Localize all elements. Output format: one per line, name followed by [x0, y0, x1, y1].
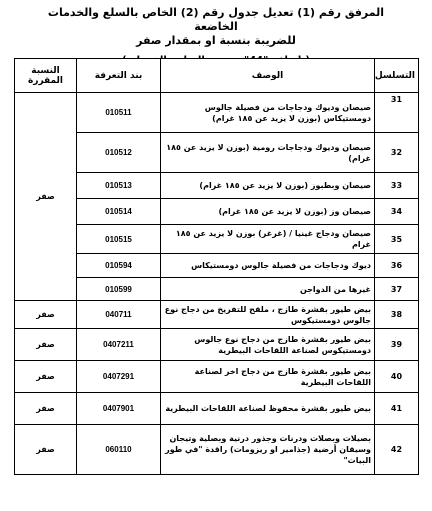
row-description: صيصان وز (بوزن لا يزيد عن ١٨٥ غرام) — [161, 199, 375, 225]
row-seq: 42 — [375, 425, 419, 475]
row-description: بصيلات وبصلات ودرنات وجذور درنية وبصلية وتيجان وسيقان أرضية (جذامير او ريزومات) راقدة "في طور البيات" — [161, 425, 375, 475]
row-seq: 39 — [375, 329, 419, 361]
row-tariff-code: 060110 — [77, 425, 161, 475]
row-seq: 35 — [375, 225, 419, 254]
row-tariff-code: 0407291 — [77, 361, 161, 393]
row-tariff-code: 0407211 — [77, 329, 161, 361]
row-seq: 31 — [375, 93, 419, 133]
row-seq: 40 — [375, 361, 419, 393]
table-row — [15, 361, 419, 393]
row-description: صيصان وبطبوز (بوزن لا يزيد عن ١٨٥ غرام) — [161, 173, 375, 199]
table-row — [15, 329, 419, 361]
row-seq: 37 — [375, 278, 419, 301]
row-description: صيصان ودجاج غينيا / (غرغر) بوزن لا يزيد عن ١٨٥ غرام — [161, 225, 375, 254]
header-title-line1: المرفق رقم (1) تعديل جدول رقم (2) الخاص بالسلع والخدمات الخاضعة — [47, 6, 385, 33]
row-rate: صفر — [15, 361, 77, 393]
row-seq: 38 — [375, 301, 419, 329]
table-row — [15, 301, 419, 329]
column-header-description: الوصف — [161, 59, 375, 93]
table-row — [15, 393, 419, 425]
row-description: بيض طيور بقشرة طازج من دجاج نوع جالوس دومستيكوس لصناعة اللقاحات البيطرية — [161, 329, 375, 361]
row-seq: 32 — [375, 133, 419, 173]
row-seq: 41 — [375, 393, 419, 425]
column-header-rate: النسبة المقررة — [15, 59, 77, 93]
row-description: بيض طيور بقشرة طازج من دجاج اخر لصناعة اللقاحات البيطرية — [161, 361, 375, 393]
header-title-line2: للضريبة بنسبة او بمقدار صفر — [136, 34, 296, 47]
row-seq: 33 — [375, 173, 419, 199]
table-header-row — [15, 59, 419, 93]
row-tariff-code: 010513 — [77, 173, 161, 199]
row-description: صيصان وديوك ودجاجات رومية (بوزن لا يزيد عن ١٨٥ غرام) — [161, 133, 375, 173]
row-tariff-code: 010515 — [77, 225, 161, 254]
column-header-tariff-code: بند التعرفة — [77, 59, 161, 93]
row-seq: 34 — [375, 199, 419, 225]
row-rate-merged: صفر — [15, 93, 77, 301]
row-rate: صفر — [15, 301, 77, 329]
table-row — [15, 93, 419, 133]
row-tariff-code: 040711 — [77, 301, 161, 329]
column-header-seq: التسلسل — [375, 59, 419, 93]
row-description: بيض طيور بقشرة محفوظ لصناعة اللقاحات البيطرية — [161, 393, 375, 425]
row-description: صيصان وديوك ودجاجات من فصيلة جالوس دومستيكاس (بوزن لا يزيد عن ١٨٥ غرام) — [161, 93, 375, 133]
row-tariff-code: 010511 — [77, 93, 161, 133]
row-description: ديوك ودجاجات من فصيلة جالوس دومستيكاس — [161, 254, 375, 278]
row-tariff-code: 010594 — [77, 254, 161, 278]
row-tariff-code: 010512 — [77, 133, 161, 173]
row-rate: صفر — [15, 393, 77, 425]
tariff-table — [14, 58, 419, 475]
row-seq: 36 — [375, 254, 419, 278]
row-description: بيض طيور بقشرة طازج ، ملقح للتفريخ من دجاج نوع جالوس دومستيكوس — [161, 301, 375, 329]
row-tariff-code: 010514 — [77, 199, 161, 225]
table-row — [15, 425, 419, 475]
row-rate: صفر — [15, 329, 77, 361]
row-tariff-code: 0407901 — [77, 393, 161, 425]
row-tariff-code: 010599 — [77, 278, 161, 301]
row-rate: صفر — [15, 425, 77, 475]
row-description: غيرها من الدواجن — [161, 278, 375, 301]
